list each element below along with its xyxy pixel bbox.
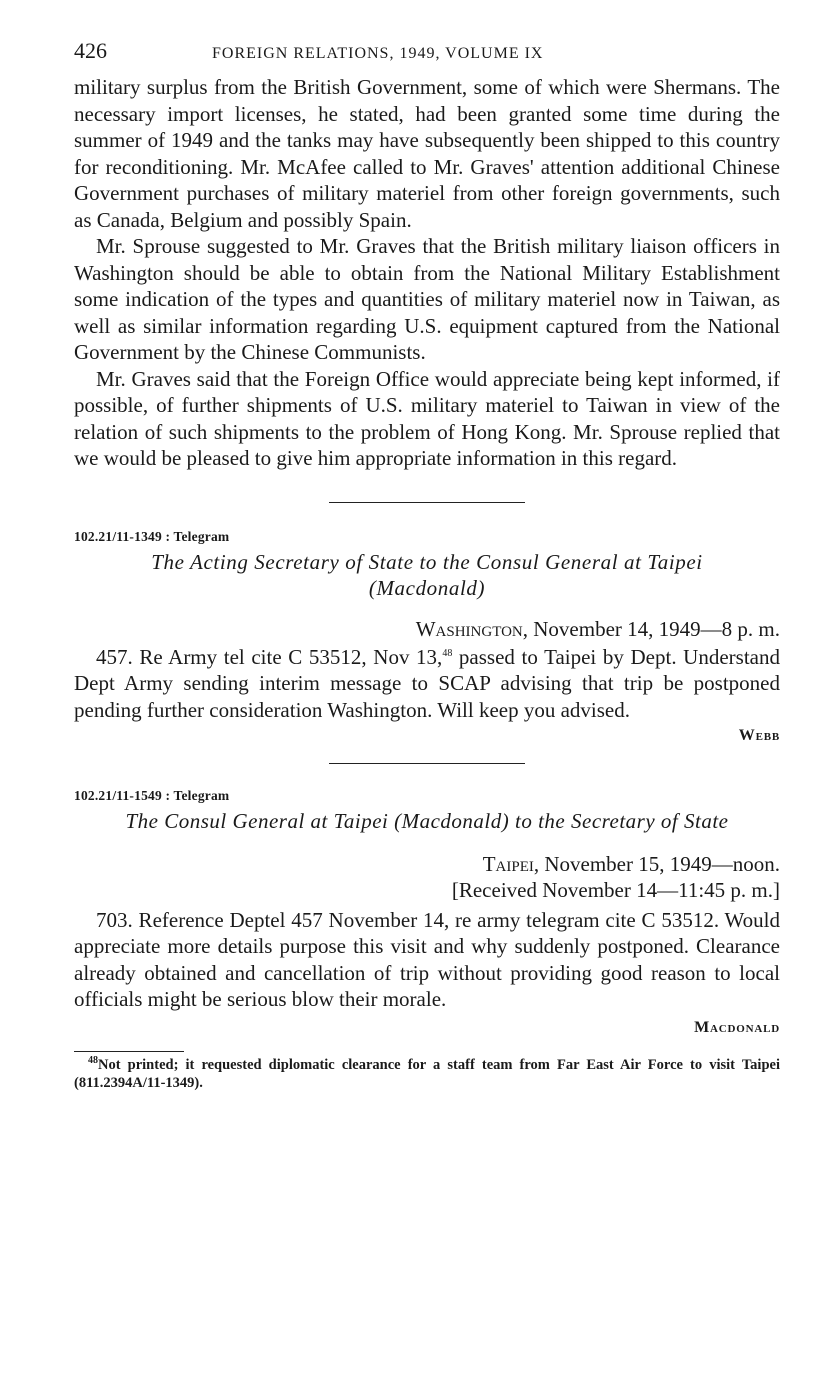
footnote-reference: 48 [442,647,453,659]
paragraph-graves-request: Mr. Graves said that the Foreign Office would appreciate being kept informed, if possible, of further shipments of U.S. military materiel to Taiwan in view of the relation of such shipments to the problem of Hong Kong. Mr. Sprouse replied that we would be pleased to give him appropriate information in this regard. [74,366,780,470]
page-header [74,38,780,74]
dateline-date: , November 14, 1949—8 p. m. [522,616,780,641]
signature: Macdonald [694,1018,780,1036]
signature: Webb [738,727,780,744]
document-page [74,38,780,1092]
telegram-text: 457. Re Army tel cite C 53512, Nov 13, [96,644,443,669]
dateline [74,616,780,642]
footnote-marker: 48 [88,1054,98,1066]
document-title [74,549,780,602]
telegram-body [74,644,780,724]
telegram-body: 703. Reference Deptel 457 November 14, re army telegram cite C 53512. Would appreciate more details purpose this visit and why suddenly postponed. Clearance already obtained and cancellation of trip without providing good reason to local officials might be serious blow their morale. [74,907,780,1011]
telegram-text: passed to Taipei by Dept. Understand Dept Army sending interim message to SCAP advising that trip be postponed pending further consideration Washington. Will keep you advised. [74,644,780,722]
paragraph-sprouse-suggestion: Mr. Sprouse suggested to Mr. Graves that the British military liaison officers in Washington should be able to obtain from the National Military Establishment some indication of the types and quantities of military materiel now in Taiwan, as well as similar information regarding U.S. equipment captured from the National Government by the Chinese Communists. [74,234,780,364]
paragraph-continuation: military surplus from the British Government, some of which were Shermans. The necessary import licenses, he stated, had been granted some time during the summer of 1949 and the tanks may have subsequently been shipped to this country for reconditioning. Mr. McAfee called to Mr. Graves' attention additional Chinese Government purchases of military materiel from other foreign governments, such as Canada, Belgium and possibly Spain. [74,75,780,232]
footnote-text: Not printed; it requested diplomatic clearance for a staff team from Far East Air Force to visit Taipei (811.2394A/11-1349). [74,1056,780,1091]
footnote-divider [74,1051,184,1052]
document-title: The Consul General at Taipei (Macdonald) to the Secretary of State [125,809,729,833]
dateline-place: Taipei [482,851,534,876]
dateline [74,851,780,877]
dateline-place: Washington [415,616,523,641]
page-number: 426 [74,38,107,63]
footnote [74,1056,780,1092]
dateline-date: , November 15, 1949—noon. [533,851,780,876]
received-line: [Received November 14—11:45 p. m.] [451,877,780,902]
file-reference: 102.21/11-1549 : Telegram [74,788,230,803]
section-divider [329,763,525,764]
file-reference: 102.21/11-1349 : Telegram [74,528,230,544]
document-title-line: The Acting Secretary of State to the Consul General at Taipei [151,549,703,574]
section-divider [329,502,525,503]
document-title-line: (Macdonald) [368,576,486,600]
running-head: FOREIGN RELATIONS, 1949, VOLUME IX [212,45,544,62]
